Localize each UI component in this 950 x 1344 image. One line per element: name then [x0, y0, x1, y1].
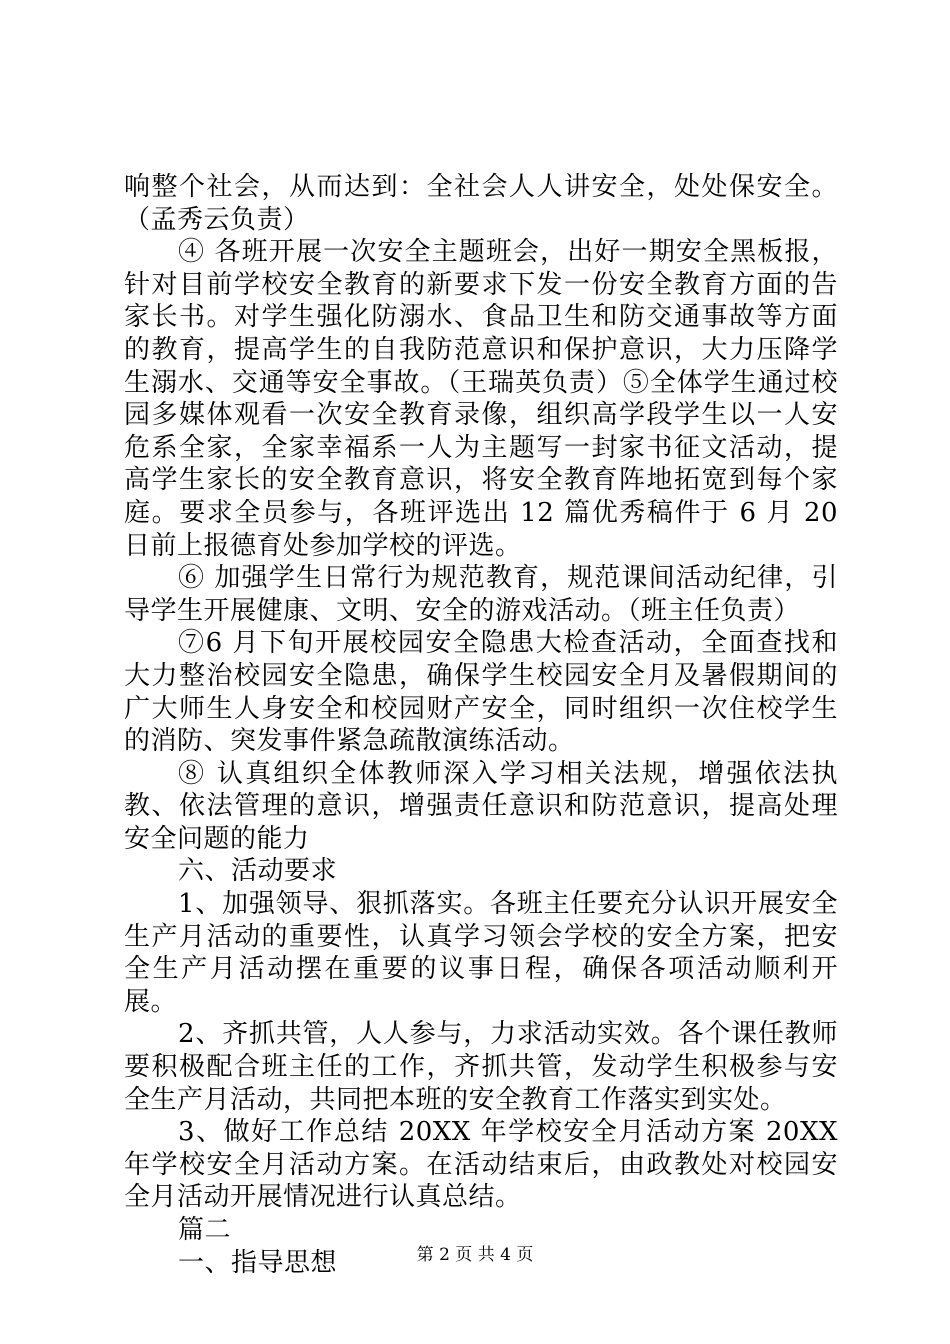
paragraph-7: 1、加强领导、狠抓落实。各班主任要充分认识开展安全生产月活动的重要性，认真学习领会学校的安全方案，把安全生产月活动摆在重要的议事日程，确保各项活动顺利开展。 — [124, 889, 838, 1017]
section-heading-guiding-ideology: 一、指导思想 — [178, 1247, 338, 1278]
section-heading-requirements: 六、活动要求 — [178, 856, 338, 887]
document-body — [124, 171, 838, 1279]
page-number-footer: 第 2 页 共 4 页 — [416, 1245, 534, 1265]
section-heading-part-two: 篇二 — [178, 1215, 232, 1245]
paragraph-4: ⑦6 月下旬开展校园安全隐患大检查活动，全面查找和大力整治校园安全隐患，确保学生校园安全月及暑假期间的广大师生人身安全和校园财产安全，同时组织一次住校学生的消防、突发事件紧急疏散演练活动。 — [124, 628, 838, 757]
paragraph-9: 3、做好工作总结 20XX 年学校安全月活动方案 20XX 年学校安全月活动方案。在活动结束后，由政教处对校园安全月活动开展情况进行认真总结。 — [124, 1117, 838, 1213]
paragraph-1: 响整个社会，从而达到：全社会人人讲安全，处处保安全。（孟秀云负责） — [124, 172, 838, 235]
paragraph-3: ⑥ 加强学生日常行为规范教育，规范课间活动纪律，引导学生开展健康、文明、安全的游戏活动。（班主任负责） — [124, 563, 838, 626]
paragraph-5: ⑧ 认真组织全体教师深入学习相关法规，增强依法执教、依法管理的意识，增强责任意识和防范意识，提高处理安全问题的能力 — [124, 758, 838, 854]
paragraph-2: ④ 各班开展一次安全主题班会，出好一期安全黑板报，针对目前学校安全教育的新要求下发一份安全教育方面的告家长书。对学生强化防溺水、食品卫生和防交通事故等方面的教育，提高学生的自我防范意识和保护意识，大力压降学生溺水、交通等安全事故。（王瑞英负责）⑤全体学生通过校园多媒体观看一次安全教育录像，组织高学段学生以一人安危系全家，全家幸福系一人为主题写一封家书征文活动，提高学生家长的安全教育意识，将安全教育阵地拓宽到每个家庭。要求全员参与，各班评选出 12 篇优秀稿件于 6 月 20 日前上报德育处参加学校的评选。 — [124, 237, 838, 561]
paragraph-8: 2、齐抓共管，人人参与，力求活动实效。各个课任教师要积极配合班主任的工作，齐抓共管，发动学生积极参与安全生产月活动，共同把本班的安全教育工作落实到实处。 — [124, 1019, 838, 1115]
